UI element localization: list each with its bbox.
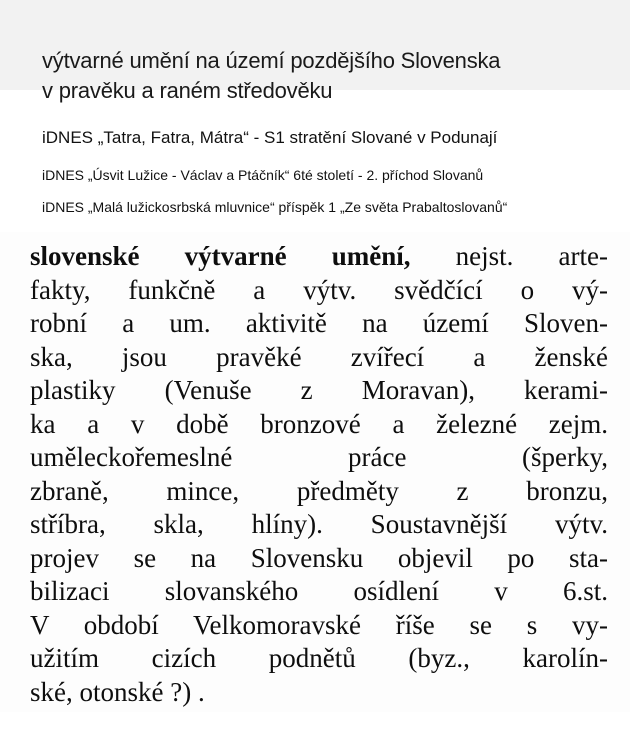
entry-term: slovenské výtvarné umění, [30, 241, 411, 271]
entry-line: ka a v době bronzové a železné zejm. [30, 408, 608, 439]
idnes-link-tatra-fatra-matra[interactable]: iDNES „Tatra, Fatra, Mátra“ - S1 stratění Slované v Podunají [42, 128, 498, 147]
encyclopedia-scan [0, 232, 630, 712]
entry-line: uměleckořemeslné práce (šperky, [30, 442, 608, 472]
title-line-2: v pravěku a raném středověku [42, 78, 333, 103]
page-title [42, 46, 622, 106]
entry-line: stříbra, skla, hlíny). Soustavnější výtv. [30, 509, 608, 539]
entry-line [30, 240, 608, 274]
entry-line: V období Velkomoravské říše se s vy- [30, 609, 608, 640]
entry-line: fakty, funkčně a výtv. svědčící o vý- [30, 274, 608, 305]
entry-line: plastiky (Venuše z Moravan), kerami- [30, 375, 608, 405]
idnes-link-usvit-luzice[interactable]: iDNES „Úsvit Lužice - Václav a Ptáčník“ 6té století - 2. příchod Slovanů [42, 167, 484, 183]
entry-line: ské, otonské ?) . [30, 676, 205, 707]
entry-line: zbraně, mince, předměty z bronzu, [30, 475, 608, 506]
title-line-1: výtvarné umění na území pozdějšího Slovenska [42, 48, 501, 73]
entry-line: robní a um. aktivitě na území Sloven- [30, 308, 608, 338]
entry-line: ska, jsou pravěké zvířecí a ženské [30, 341, 608, 372]
entry-line: bilizaci slovanského osídlení v 6.st. [30, 576, 608, 606]
encyclopedia-entry [30, 240, 608, 709]
entry-line-1-rest: nejst. arte- [410, 241, 609, 271]
entry-line: projev se na Slovensku objevil po sta- [30, 542, 608, 573]
entry-line: užitím cizích podnětů (byz., karolín- [30, 643, 608, 673]
idnes-link-mala-luzickosrbska-mluvnice[interactable]: iDNES „Malá lužickosrbská mluvnice“ příspěk 1 „Ze světa Prabaltoslovanů“ [42, 199, 508, 215]
